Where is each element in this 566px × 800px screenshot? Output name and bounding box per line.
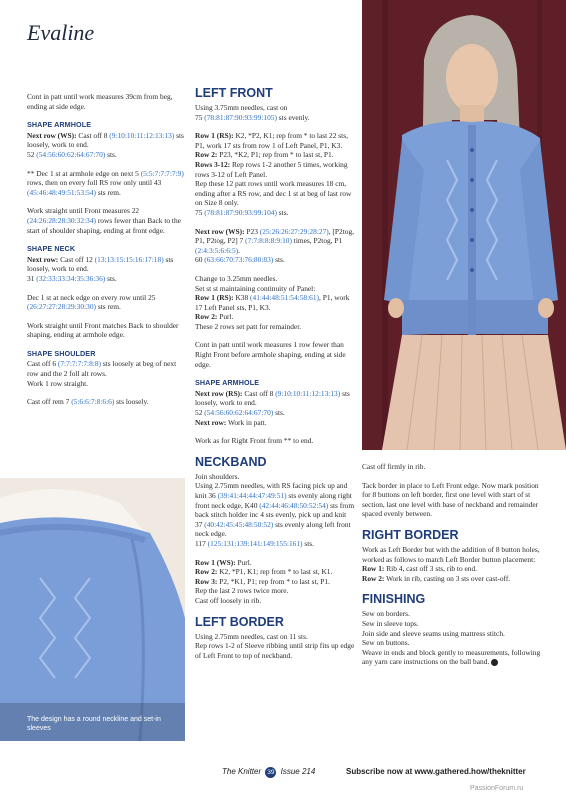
paragraph: Cont in patt until work measures 1 row fewer than Right Front before armhole shaping, ending at side edge. [195, 340, 346, 369]
detail-illustration [0, 478, 185, 741]
paragraph: Work straight until Front measures 22 (24:26:28:28:30:32:34) rows fewer than Back to the start of shoulder shaping, ending at front edge. [27, 206, 181, 235]
photo-caption: The design has a round neckline and set-in sleeves [27, 716, 161, 732]
section-heading: SHAPE ARMHOLE [195, 378, 260, 388]
section-heading: LEFT FRONT [195, 86, 273, 100]
section-heading: SHAPE NECK [27, 244, 76, 254]
paragraph: Using 2.75mm needles, cast on 11 sts. Rep rows 1-2 of Sleeve ribbing until strip fits up edge of Left Front to top of neckband. [195, 631, 355, 660]
column-1 [27, 92, 187, 416]
paragraph: Work as Left Border but with the addition of 8 button holes, worked as follows to match Left Border button placement: Row 1: Rib 4, cast off 3 sts, rib to end. Row 2: Work in rib, casting on 3 sts over cast-off. [362, 544, 540, 583]
paragraph: Cast off firmly in rib. [362, 462, 426, 471]
watermark: PassionForum.ru [470, 785, 524, 792]
section-heading: FINISHING [362, 592, 426, 607]
paragraph: Next row: Cast off 12 (13:13:15:15:16:17:18) sts loosely, work to end. 31 (32:33:33:34:35:36:36) sts. [27, 254, 174, 283]
paragraph: Rows 3-12: Rep rows 1-2 another 5 times, working rows 3-12 of Left Panel. [195, 159, 348, 179]
footer-magazine: The Knitter 39 Issue 214 [222, 767, 316, 776]
model-illustration [362, 0, 566, 450]
section-heading: LEFT BORDER [195, 614, 284, 629]
section-heading: NECKBAND [195, 454, 267, 469]
paragraph: Cast off rem 7 (5:6:6:7:8:6:6) sts loosely. [27, 397, 149, 407]
paragraph: Row 1 (RS): K2, *P2, K1; rep from * to last 22 sts, P1, work 17 sts from row 1 of Left Panel, P1, K3. [195, 131, 348, 150]
column-3 [362, 462, 542, 676]
paragraph: ** Dec 1 st at armhole edge on next 5 (5:5:7:7:7:7:9) rows, then on every foll RS row only until 43 (45:46:48:49:51:53:54) sts rem. [27, 168, 184, 197]
footer-subscribe-link[interactable]: Subscribe now at www.gathered.how/theknitter [346, 767, 526, 776]
paragraph: Sew on borders. Sew in sleeve tops. Join side and sleeve seams using mattress stitch. Sew on buttons. Weave in ends and block gently to measurements, following any yarn care instructions on the ball band. [362, 609, 541, 667]
model-photo [362, 0, 566, 450]
paragraph: Join shoulders. Using 2.75mm needles, with RS facing pick up and knit 36 (39:41:44:44:47:49:51) sts evenly along right front neck edge, K40 (42:44:46:48:50:52:54) sts from back stitch holder inc 4 sts evenly, pick up and knit 37 (40:42:45:45:48:50:52) sts evenly along left front neck edge. 117 (125:131:139:141:149:155:161) sts. [195, 471, 355, 548]
paragraph: Next row (WS): Cast off 8 (9:10:10:11:12:13:13) sts loosely, work to end. 52 (54:56:60:62:64:67:70) sts. [27, 130, 184, 159]
section-heading: SHAPE ARMHOLE [27, 120, 92, 130]
paragraph: Using 3.75mm needles, cast on 75 (78:81:87:90:93:99:105) sts evenly. [195, 103, 310, 122]
paragraph: 75 (78:81:87:90:93:99:104) sts. [195, 207, 289, 217]
paragraph: Dec 1 st at neck edge on every row until 25 (26:27:27:28:29:30:30) sts rem. [27, 292, 156, 312]
section-heading: RIGHT BORDER [362, 527, 459, 542]
page-number: 39 [267, 769, 275, 776]
pattern-title: Evaline [27, 20, 95, 45]
paragraph: Work 1 row straight. [27, 378, 88, 388]
paragraph: Row 1 (WS): Purl. Row 2: K2, *P1, K1; rep from * to last st, K1. Row 3: P2, *K1, P1; rep from * to last st, P1. Rep the last 2 rows twice more. Cast off loosely in rib. [195, 557, 333, 605]
paragraph: Next row (WS): P23 (25:26:26:27:29:28:27), [P2tog, P1, P2tog, P2] 7 (7:7:8:8:8:9:10) times, P2tog, P1 (2:4:3:5:6:6:5). 60 (63:66:70:73:76:80:83) sts. [195, 226, 354, 265]
paragraph: Work as for Right Front from ** to end. [195, 436, 314, 446]
paragraph: Tack border in place to Left Front edge. Now mark position for 8 buttons on left border, first one level with start of st section, last one level with base of neckband and remainder spaced evenly between. [362, 480, 539, 519]
end-mark-icon [491, 659, 498, 666]
paragraph: Work straight until Front matches Back to shoulder shaping, ending at armhole edge. [27, 320, 179, 340]
paragraph: Row 2: P23, *K2, P1; rep from * to last st, P1. [195, 150, 334, 160]
paragraph: Rep these 12 patt rows until work measures 18 cm, ending after a RS row, and dec 1 st at beg of last row on Size 8 only. [195, 179, 352, 208]
column-2 [195, 86, 355, 669]
section-heading: SHAPE SHOULDER [27, 348, 96, 358]
paragraph: Next row (RS): Cast off 8 (9:10:10:11:12:13:13) sts loosely, work to end. 52 (54:56:60:62:64:67:70) sts. Next row: Work in patt. [195, 388, 350, 427]
paragraph: Cast off 6 (7:7:7:7:7:8:8) sts loosely at beg of next row and the 2 foll alt rows. [27, 359, 177, 379]
paragraph: Change to 3.25mm needles. Set st st maintaining continuity of Panel: Row 1 (RS): K38 (41:44:48:51:54:58:61), P1, work 17 Left Panel sts, P1, K3. Row 2: Purl. These 2 rows set patt for remainder. [195, 273, 350, 331]
paragraph: Cont in patt until work measures 39cm from beg, ending at side edge. [27, 92, 173, 111]
detail-photo [0, 478, 185, 741]
